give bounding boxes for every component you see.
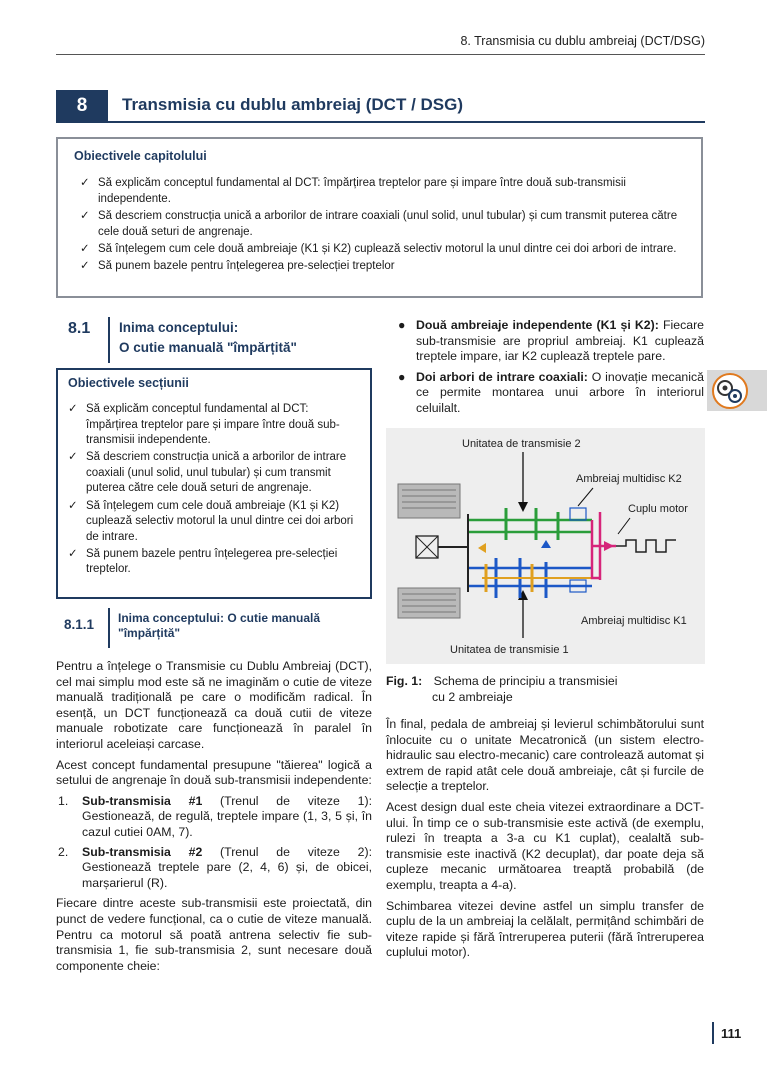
list-item: ● Două ambreiaje independente (K1 și K2): Fiecare sub-transmisie are propriul ambreiaj. K1 cuplează treptele impare, iar K2 cuplează treptele pare. xyxy=(398,318,704,364)
list-item: ✓ Să descriem construcția unică a arborilor de intrare coaxiali (unul solid, unul tubular) și cum transmit puterea către cele două seturi de angrenaje. xyxy=(80,210,678,238)
list-item: ✓ Să explicăm conceptul fundamental al DCT: împărțirea treptelor pare și impare între două sub-transmisii independente. xyxy=(68,403,340,447)
check-icon: ✓ xyxy=(68,499,78,512)
label-unit-1: Unitatea de transmisie 1 xyxy=(450,644,569,656)
check-icon: ✓ xyxy=(80,210,90,222)
subsection-number: 8.1.1 xyxy=(64,617,95,632)
check-icon: ✓ xyxy=(80,243,90,255)
figure-caption: Fig. 1: Schema de principiu a transmisiei cu 2 ambreiaje xyxy=(386,674,618,704)
list-item: ✓ Să explicăm conceptul fundamental al DCT: împărțirea treptelor pare și impare între două sub-transmisii independente. xyxy=(80,177,626,205)
paragraph: Acest design dual este cheia vitezei extraordinare a DCT-ului. În timp ce o sub-transmisie este activă (de exemplu, rulezi în treapta a 3-a cu K1 cuplat), cealaltă sub-transmisie este inactivă (K2 decuplat), dar poate deja să cupleze mecanic următoarea treaptă probabilă (de exemplu, treapta a 4-a). xyxy=(386,799,704,892)
right-column-text xyxy=(386,717,704,966)
bullet-icon: ● xyxy=(398,318,406,332)
label-k1: Ambreiaj multidisc K1 xyxy=(581,615,687,627)
list-item: ✓ Să înțelegem cum cele două ambreiaje (K1 și K2) cuplează selectiv motorul la unul dintre cei doi arbori de intrare. xyxy=(68,499,354,543)
list-item: ● Doi arbori de intrare coaxiali: O inovație mecanică ce permite montarea unui arbore în interiorul celuilalt. xyxy=(398,369,704,415)
list-item: 2. Sub-transmisia #2 (Trenul de viteze 2): Gestionează treptele pare (2, 4, 6) și, de obicei, marșarierul (R). xyxy=(58,844,372,890)
chapter-objectives-box xyxy=(56,137,703,298)
dct-schematic-svg xyxy=(386,428,705,664)
paragraph: Fiecare dintre aceste sub-transmisii este proiectată, din punct de vedere funcțional, ca o cutie de viteze manuală. Pentru ca motorul să poată antrena selectiv fie sub-transmisia 1, fie sub-transmisia 2, sunt necesare două componente cheie: xyxy=(56,896,372,973)
key-components-list xyxy=(386,318,704,422)
left-column-text xyxy=(56,659,372,979)
label-unit-2: Unitatea de transmisie 2 xyxy=(462,438,581,450)
check-icon: ✓ xyxy=(80,177,90,189)
gears-icon xyxy=(711,372,749,410)
check-icon: ✓ xyxy=(80,260,90,272)
section-number: 8.1 xyxy=(68,320,91,337)
header-rule xyxy=(56,54,705,55)
section-objectives-list xyxy=(68,402,360,580)
section-objectives-box xyxy=(56,368,372,599)
paragraph: Pentru a înțelege o Transmisie cu Dublu Ambreiaj (DCT), cel mai simplu mod este să ne imaginăm o cutie de viteze manuală tradițională pe care o modificăm radical. În esență, un DCT funcționează ca două cutii de viteze manuale robotizate care funcționează în paralel în interiorul aceleiași carcase. xyxy=(56,659,372,751)
section-objectives-heading: Obiectivele secțiunii xyxy=(68,376,189,390)
list-item: 1. Sub-transmisia #1 (Trenul de viteze 1): Gestionează, de regulă, treptele impare (1, 3, 5 și, în cazul cutiei 0AM, 7). xyxy=(58,793,372,839)
list-item: ✓ Să înțelegem cum cele două ambreiaje (K1 și K2) cuplează selectiv motorul la unul dintre cei doi arbori de intrare. xyxy=(80,243,677,255)
label-k2: Ambreiaj multidisc K2 xyxy=(576,473,682,485)
check-icon: ✓ xyxy=(68,451,78,464)
list-item: ✓ Să descriem construcția unică a arborilor de intrare coaxiali (unul solid, unul tubular) și cum transmit puterea către cele două seturi de angrenaje. xyxy=(68,451,347,495)
section-title: Inima conceptului: O cutie manuală "împărțită" xyxy=(119,320,297,355)
check-icon: ✓ xyxy=(68,403,78,415)
subsection-bar xyxy=(108,608,110,648)
figure-label: Fig. 1: xyxy=(386,674,423,688)
chapter-number: 8 xyxy=(56,90,108,122)
sub-transmission-list xyxy=(56,794,372,892)
page-number-bar xyxy=(712,1022,714,1044)
chapter-rule xyxy=(56,121,705,123)
chapter-objectives-list xyxy=(80,175,687,275)
chapter-objectives-heading: Obiectivele capitolului xyxy=(74,149,207,163)
check-icon: ✓ xyxy=(68,547,78,560)
subsection-title: Inima conceptului: O cutie manuală "împărțită" xyxy=(118,611,321,640)
list-item: ✓ Să punem bazele pentru înțelegerea pre-selecției treptelor xyxy=(80,260,395,272)
label-torque: Cuplu motor xyxy=(628,503,688,515)
dct-schematic-figure xyxy=(386,428,705,664)
paragraph: În final, pedala de ambreiaj și levierul schimbătorului sunt înlocuite cu o unitate Mecatronică (un sistem electro-hidraulic sau electro-mecanic) care controlează automat și extrem de rapid atât cele două ambreiaje, cât și furcile de selecție a treptelor. xyxy=(386,717,704,794)
paragraph: Acest concept fundamental presupune "tăierea" logică a setului de angrenaje în două sub-transmisii independente: xyxy=(56,757,372,788)
bullet-icon: ● xyxy=(398,369,406,384)
chapter-title: Transmisia cu dublu ambreiaj (DCT / DSG) xyxy=(122,95,464,114)
page-number: 111 xyxy=(721,1026,742,1041)
list-item: ✓ Să punem bazele pentru înțelegerea pre-selecției treptelor. xyxy=(68,547,338,576)
running-header: 8. Transmisia cu dublu ambreiaj (DCT/DSG) xyxy=(460,34,705,48)
section-bar xyxy=(108,317,110,363)
paragraph: Schimbarea vitezei devine astfel un simplu transfer de cuplu de la un ambreiaj la celălalt, permițând schimbări de viteze rapide și fără întreruperea puterii (fără întreruperea cuplului motor). xyxy=(386,898,704,960)
